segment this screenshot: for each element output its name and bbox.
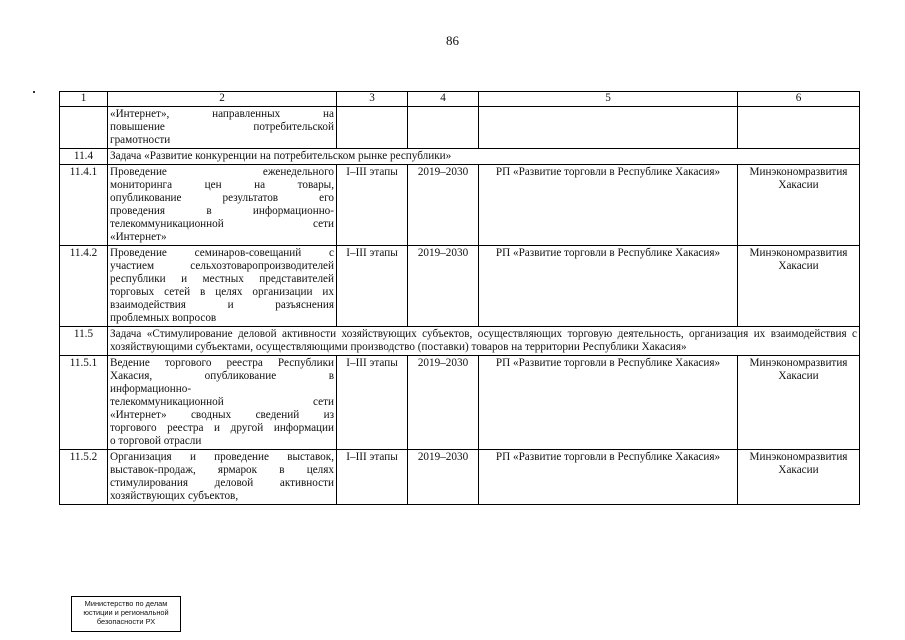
description-line: стимулирования деловой активности	[110, 477, 334, 489]
description-line: «Интернет», направленных на	[110, 108, 334, 120]
table-row	[60, 356, 860, 450]
task-title: Задача «Развитие конкуренции на потребительском рынке республики»	[108, 149, 860, 165]
description-line: Ведение торгового реестра Республики	[110, 357, 334, 369]
item-id	[60, 107, 108, 149]
description-line: хозяйствующих субъектов,	[110, 490, 239, 502]
column-header-3: 3	[337, 92, 408, 107]
table-row	[60, 246, 860, 327]
item-description	[108, 356, 337, 450]
description-line: телекоммуникационной сети	[110, 396, 334, 408]
item-id: 11.5.1	[60, 356, 108, 450]
item-executor: Минэкономразвития Хакасии	[738, 356, 860, 450]
item-stage: I–III этапы	[337, 450, 408, 505]
item-description	[108, 246, 337, 327]
stamp-line: Министерство по делам	[84, 599, 168, 608]
description-line: «Интернет» сводных сведений из	[110, 409, 334, 421]
item-id: 11.4.1	[60, 165, 108, 246]
task-row	[60, 327, 860, 356]
description-line: Проведение семинаров-совещаний с	[110, 247, 334, 259]
item-program	[479, 107, 738, 149]
item-period	[408, 107, 479, 149]
item-executor: Минэкономразвития Хакасии	[738, 165, 860, 246]
description-line: Проведение еженедельного	[110, 166, 334, 178]
table-header-row	[60, 92, 860, 107]
item-description	[108, 450, 337, 505]
task-title: Задача «Стимулирование деловой активности хозяйствующих субъектов, осуществляющих торговую деятельность, организация их взаимодействия с хозяйствующими субъектами, осуществляющими производство (поставки) товаров на территории Республики Хакасия»	[108, 327, 860, 356]
item-period: 2019–2030	[408, 165, 479, 246]
item-program: РП «Развитие торговли в Республике Хакасия»	[479, 450, 738, 505]
description-line: о торговой отрасли	[110, 435, 202, 447]
description-line: проведения в информационно-	[110, 205, 334, 217]
item-stage: I–III этапы	[337, 165, 408, 246]
table-row	[60, 450, 860, 505]
description-line: грамотности	[110, 134, 171, 146]
item-program: РП «Развитие торговли в Республике Хакасия»	[479, 356, 738, 450]
page-number: 86	[446, 33, 459, 48]
item-executor: Минэкономразвития Хакасии	[738, 246, 860, 327]
column-header-6: 6	[738, 92, 860, 107]
description-line: Организация и проведение выставок,	[110, 451, 334, 463]
task-row	[60, 149, 860, 165]
task-id: 11.4	[60, 149, 108, 165]
description-line: республики и местных представителей	[110, 273, 334, 285]
description-line: взаимодействия и разъяснения	[110, 299, 334, 311]
item-id: 11.4.2	[60, 246, 108, 327]
item-stage: I–III этапы	[337, 356, 408, 450]
item-executor	[738, 107, 860, 149]
table-body	[60, 92, 860, 505]
description-line: мониторинга цен на товары,	[110, 179, 334, 191]
item-description	[108, 165, 337, 246]
item-description	[108, 107, 337, 149]
description-line: проблемных вопросов	[110, 312, 217, 324]
item-period: 2019–2030	[408, 450, 479, 505]
column-header-1: 1	[60, 92, 108, 107]
description-line: повышение потребительской	[110, 121, 334, 133]
ministry-stamp	[71, 596, 181, 632]
item-stage	[337, 107, 408, 149]
description-line: информационно-	[110, 383, 192, 395]
description-line: торгового реестра и другой информации	[110, 422, 334, 434]
item-stage: I–III этапы	[337, 246, 408, 327]
description-line: опубликование результатов его	[110, 192, 334, 204]
column-header-5: 5	[479, 92, 738, 107]
description-line: «Интернет»	[110, 231, 167, 243]
description-line: участием сельхозтоваропроизводителей	[110, 260, 334, 272]
stamp-line: юстиции и региональной	[83, 608, 169, 617]
measures-table	[59, 91, 860, 505]
stamp-line: безопасности РХ	[96, 617, 156, 626]
column-header-2: 2	[108, 92, 337, 107]
description-line: телекоммуникационной сети	[110, 218, 334, 230]
description-line: торговых сетей в целях организации их	[110, 286, 334, 298]
item-executor: Минэкономразвития Хакасии	[738, 450, 860, 505]
table-row	[60, 107, 860, 149]
item-id: 11.5.2	[60, 450, 108, 505]
column-header-4: 4	[408, 92, 479, 107]
table-row	[60, 165, 860, 246]
item-program: РП «Развитие торговли в Республике Хакасия»	[479, 246, 738, 327]
item-period: 2019–2030	[408, 356, 479, 450]
task-id: 11.5	[60, 327, 108, 356]
item-period: 2019–2030	[408, 246, 479, 327]
scan-speck	[33, 91, 35, 93]
description-line: Хакасия, опубликование в	[110, 370, 334, 382]
description-line: выставок-продаж, ярмарок в целях	[110, 464, 334, 476]
item-program: РП «Развитие торговли в Республике Хакасия»	[479, 165, 738, 246]
